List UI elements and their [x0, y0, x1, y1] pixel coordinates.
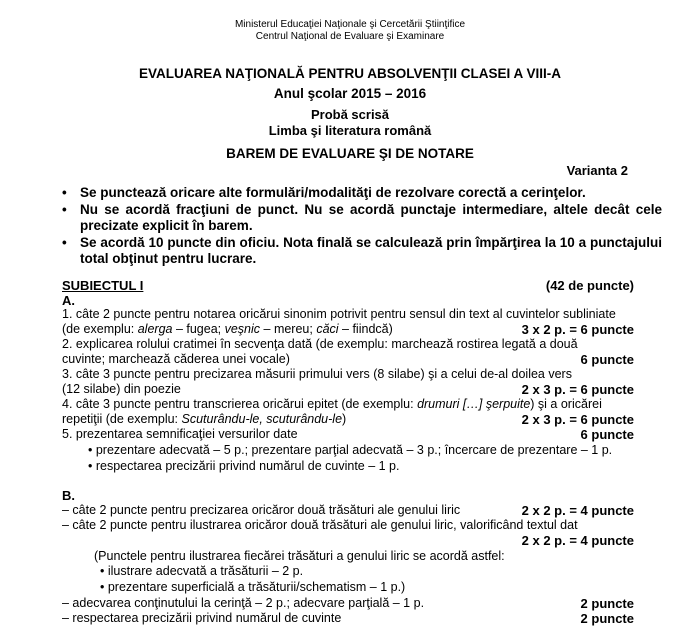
- b-item-1-points: 2 x 2 p. = 4 puncte: [521, 503, 634, 518]
- item-1-line-1: 1. câte 2 puncte pentru notarea oricărui sinonim potrivit pentru sensul din text al cuvintelor subliniate: [62, 307, 616, 321]
- ministry-name: Ministerul Educaţiei Naţionale şi Cercetării Ştiinţifice: [234, 19, 466, 30]
- b-item-4-points: 2 puncte: [580, 611, 634, 626]
- bullet-icon: •: [100, 564, 108, 578]
- b-item-3: – adecvarea conţinutului la cerinţă – 2 p.; adecvare parţială – 1 p.: [62, 596, 425, 610]
- section-heading: SUBIECTUL I: [62, 278, 144, 293]
- variant-label: Varianta 2: [566, 163, 628, 178]
- rule-2: • Nu se acordă fracţiuni de punct. Nu se acordă punctaje intermediare, altele decât cele precizate explicit în barem.: [62, 202, 662, 233]
- section-points: (42 de puncte): [545, 278, 634, 293]
- subject-label: Limba şi literatura română: [268, 123, 432, 138]
- item-3-line-2: (12 silabe) din poezie: [62, 382, 181, 396]
- b-item-2-points: 2 x 2 p. = 4 puncte: [521, 533, 634, 548]
- bullet-icon: •: [62, 202, 67, 217]
- center-name: Centrul Naţional de Evaluare şi Examinare: [255, 31, 445, 42]
- item-3-line-1: 3. câte 3 puncte pentru precizarea măsurii primului vers (8 silabe) şi a celui de-al doilea vers: [62, 367, 572, 381]
- b-item-4: – respectarea precizării privind numărul de cuvinte: [62, 611, 342, 625]
- item-5-points: 6 puncte: [580, 427, 634, 442]
- b-item-2-sub-2: • prezentare superficială a trăsăturii/schematism – 1 p.): [100, 580, 406, 594]
- item-3-points: 2 x 3 p. = 6 puncte: [521, 382, 634, 397]
- item-4-points: 2 x 3 p. = 6 puncte: [521, 412, 634, 427]
- b-item-2-note: (Punctele pentru ilustrarea fiecărei trăsături a genului liric se acordă astfel:: [94, 549, 505, 563]
- item-1-points: 3 x 2 p. = 6 puncte: [521, 322, 634, 337]
- b-item-2-sub-1: • ilustrare adecvată a trăsăturii – 2 p.: [100, 564, 304, 578]
- item-5-bullet-2: • respectarea precizării privind numărul de cuvinte – 1 p.: [88, 459, 400, 473]
- proba-label: Probă scrisă: [310, 107, 390, 122]
- rule-3: • Se acordă 10 puncte din oficiu. Nota finală se calculează prin împărţirea la 10 a punctajului total obţinut pentru lucrare.: [62, 235, 662, 266]
- item-2-points: 6 puncte: [580, 352, 634, 367]
- item-2-line-2: cuvinte; marchează căderea unei vocale): [62, 352, 290, 366]
- item-1-line-2: (de exemplu: alerga – fugea; veşnic – mereu; căci – fiindcă): [62, 322, 393, 336]
- part-a-label: A.: [62, 293, 75, 308]
- item-5-bullet-1: • prezentare adecvată – 5 p.; prezentare parţial adecvată – 3 p.; încercare de prezentare – 1 p.: [88, 443, 613, 457]
- bullet-icon: •: [62, 235, 67, 250]
- bullet-icon: •: [88, 459, 96, 473]
- part-b-label: B.: [62, 488, 75, 503]
- item-4-line-1: 4. câte 3 puncte pentru transcrierea oricărui epitet (de exemplu: drumuri […] şerpuite) şi a oricărei: [62, 397, 602, 411]
- item-2-line-1: 2. explicarea rolului cratimei în secvenţa dată (de exemplu: marchează rostirea legată a două: [62, 337, 578, 351]
- bullet-icon: •: [88, 443, 96, 457]
- exam-title: EVALUAREA NAŢIONALĂ PENTRU ABSOLVENŢII CLASEI A VIII-A: [138, 66, 561, 81]
- b-item-1: – câte 2 puncte pentru precizarea oricăror două trăsături ale genului liric: [62, 503, 461, 517]
- item-5-line-1: 5. prezentarea semnificaţiei versurilor date: [62, 427, 298, 441]
- b-item-3-points: 2 puncte: [580, 596, 634, 611]
- item-4-line-2: repetiţii (de exemplu: Scuturându-le, scuturându-le): [62, 412, 347, 426]
- b-item-2: – câte 2 puncte pentru ilustrarea oricăror două trăsături ale genului liric, valorificând textul dat: [62, 518, 578, 532]
- barem-title: BAREM DE EVALUARE ŞI DE NOTARE: [226, 146, 474, 161]
- bullet-icon: •: [62, 185, 67, 200]
- rule-1: • Se punctează oricare alte formulări/modalităţi de rezolvare corectă a cerinţelor.: [62, 185, 586, 200]
- bullet-icon: •: [100, 580, 108, 594]
- school-year: Anul şcolar 2015 – 2016: [273, 86, 427, 101]
